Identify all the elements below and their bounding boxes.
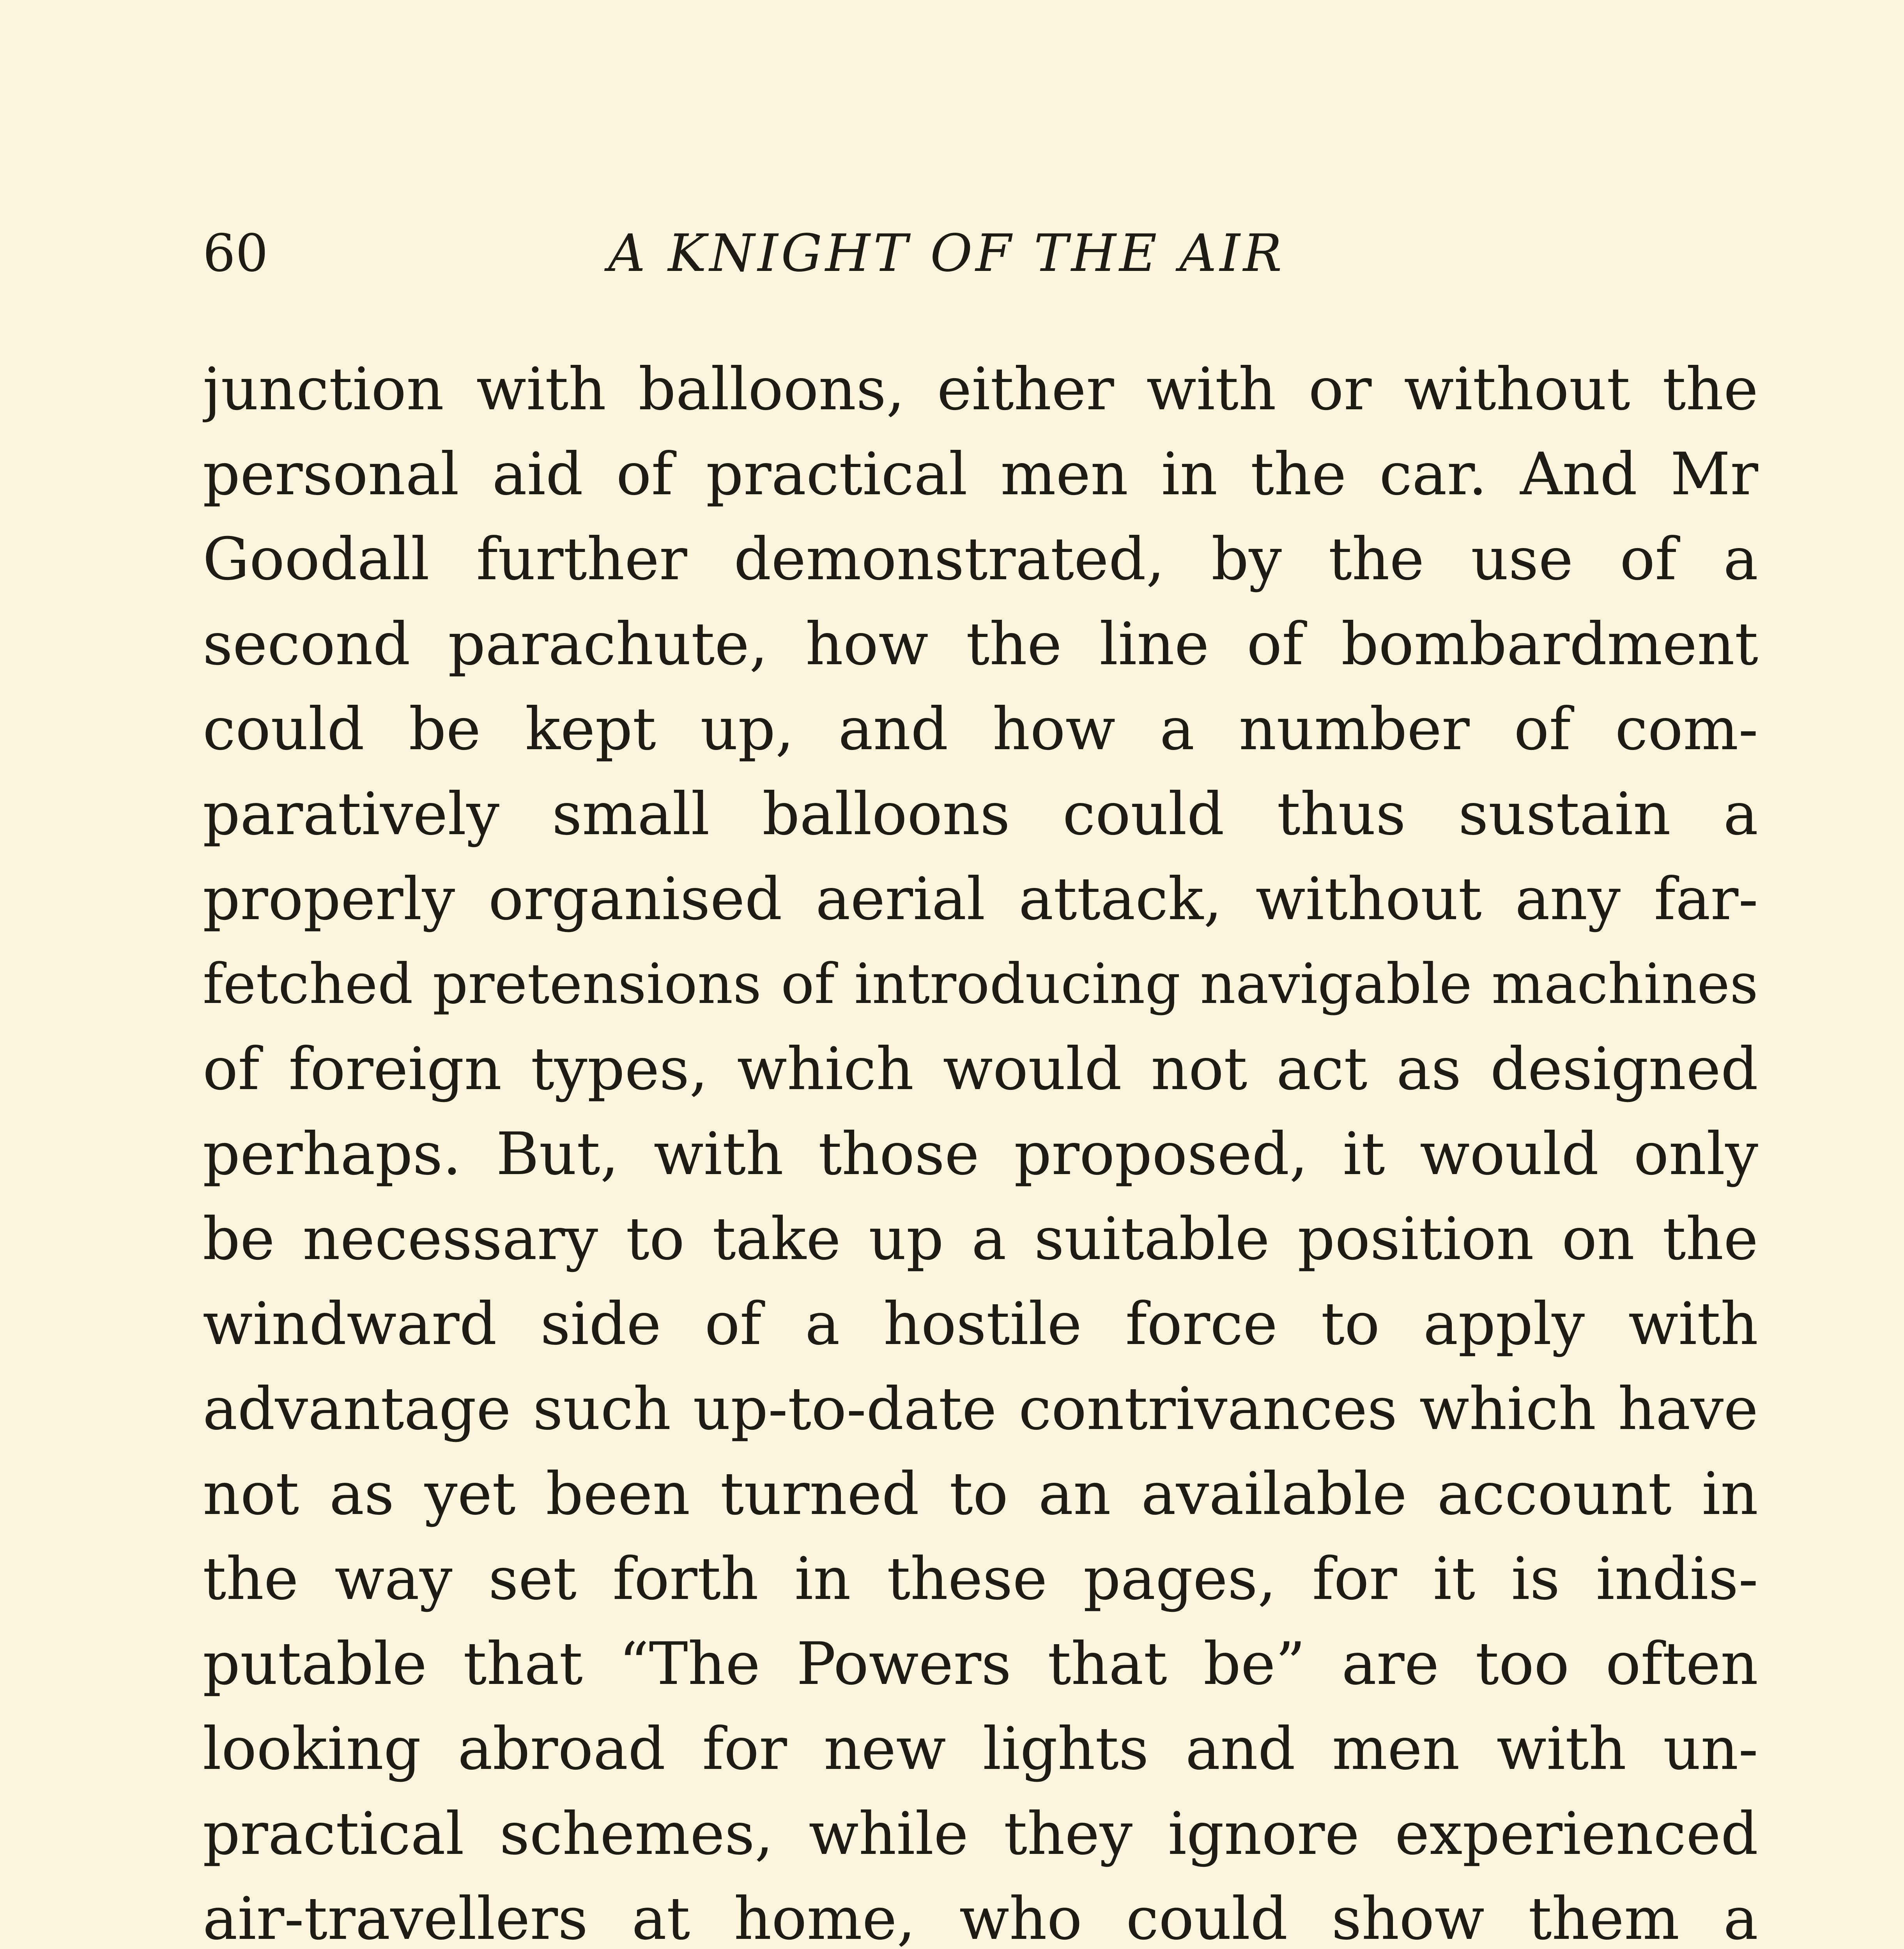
text-line: the way set forth in these pages, for it is indis-	[203, 1545, 1758, 1613]
text-line: of foreign types, which would not act as designed	[203, 1035, 1758, 1103]
text-line: putable that “The Powers that be” are too often	[203, 1630, 1758, 1698]
text-line: personal aid of practical men in the car. And Mr	[203, 440, 1758, 508]
text-line: Goodall further demonstrated, by the use of a	[203, 525, 1758, 593]
text-line: not as yet been turned to an available account in	[203, 1460, 1758, 1528]
text-line: windward side of a hostile force to apply with	[203, 1290, 1758, 1358]
text-line: looking abroad for new lights and men with un-	[203, 1715, 1758, 1783]
body-text	[203, 347, 1758, 1949]
text-line: be necessary to take up a suitable position on the	[203, 1205, 1758, 1273]
text-line: advantage such up-to-date contrivances which have	[203, 1375, 1758, 1443]
text-line: properly organised aerial attack, without any far-	[203, 865, 1758, 933]
text-line: fetched pretensions of introducing navigable machines	[203, 952, 1758, 1016]
text-line: paratively small balloons could thus sustain a	[203, 780, 1758, 848]
text-line: perhaps. But, with those proposed, it would only	[203, 1120, 1758, 1188]
text-line: practical schemes, while they ignore experienced	[203, 1800, 1758, 1868]
text-line: air-travellers at home, who could show them a	[203, 1885, 1758, 1949]
page-number: 60	[203, 223, 268, 283]
text-line: could be kept up, and how a number of com-	[203, 695, 1758, 763]
book-title: A KNIGHT OF THE AIR	[608, 223, 1285, 283]
text-line: second parachute, how the line of bombardment	[203, 610, 1758, 678]
running-head	[203, 210, 1758, 296]
text-line: junction with balloons, either with or without the	[203, 355, 1758, 423]
